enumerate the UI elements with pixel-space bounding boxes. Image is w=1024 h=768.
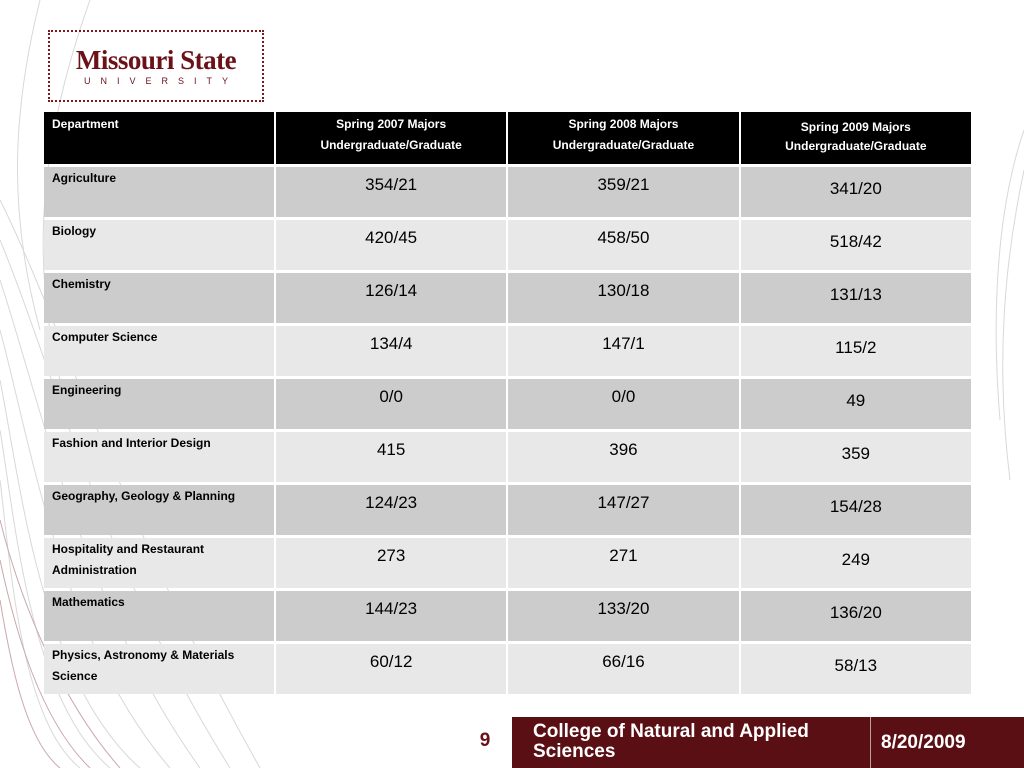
spring-2007-cell: 126/14 [276, 273, 506, 323]
spring-2009-cell: 58/13 [741, 644, 971, 694]
spring-2008-cell: 271 [508, 538, 738, 588]
table-header-row [44, 112, 971, 164]
header-spring-2009 [741, 112, 971, 164]
spring-2008-cell: 458/50 [508, 220, 738, 270]
spring-2007-cell: 354/21 [276, 167, 506, 217]
header-spring-2009-line1: Spring 2009 Majors [800, 120, 911, 134]
department-cell: Agriculture [44, 167, 274, 217]
spring-2008-cell: 359/21 [508, 167, 738, 217]
spring-2007-cell: 0/0 [276, 379, 506, 429]
header-spring-2009-line2: Undergraduate/Graduate [785, 139, 927, 153]
header-spring-2007 [276, 112, 506, 164]
table-row [44, 538, 971, 588]
table-row [44, 644, 971, 694]
table-row [44, 273, 971, 323]
department-cell: Physics, Astronomy & Materials Science [44, 644, 274, 694]
department-cell: Hospitality and Restaurant Administration [44, 538, 274, 588]
department-cell: Geography, Geology & Planning [44, 485, 274, 535]
logo-wordmark: Missouri State [75, 45, 237, 75]
spring-2009-cell: 518/42 [741, 220, 971, 270]
spring-2007-cell: 273 [276, 538, 506, 588]
footer-title: College of Natural and Applied Sciences [533, 721, 809, 762]
table-row [44, 220, 971, 270]
header-spring-2008-line2: Undergraduate/Graduate [552, 138, 695, 152]
table-row [44, 432, 971, 482]
spring-2009-cell: 115/2 [741, 326, 971, 376]
header-spring-2007-line1: Spring 2007 Majors [336, 117, 447, 131]
spring-2008-cell: 133/20 [508, 591, 738, 641]
spring-2007-cell: 134/4 [276, 326, 506, 376]
spring-2008-cell: 66/16 [508, 644, 738, 694]
table-row [44, 326, 971, 376]
department-cell: Biology [44, 220, 274, 270]
table-row [44, 485, 971, 535]
logo-subtitle: UNIVERSITY [83, 76, 238, 86]
department-cell: Computer Science [44, 326, 274, 376]
footer-date: 8/20/2009 [881, 731, 966, 753]
spring-2008-cell: 396 [508, 432, 738, 482]
spring-2009-cell: 136/20 [741, 591, 971, 641]
spring-2008-cell: 130/18 [508, 273, 738, 323]
department-cell: Chemistry [44, 273, 274, 323]
table-row [44, 591, 971, 641]
slide-number: 9 [479, 730, 491, 751]
spring-2008-cell: 147/27 [508, 485, 738, 535]
spring-2009-cell: 49 [741, 379, 971, 429]
table-row [44, 167, 971, 217]
spring-2009-cell: 341/20 [741, 167, 971, 217]
majors-table [42, 109, 973, 697]
spring-2007-cell: 420/45 [276, 220, 506, 270]
missouri-state-logo [48, 30, 264, 102]
footer-divider [870, 717, 871, 768]
department-cell: Engineering [44, 379, 274, 429]
spring-2009-cell: 154/28 [741, 485, 971, 535]
spring-2007-cell: 415 [276, 432, 506, 482]
header-spring-2008 [508, 112, 738, 164]
header-spring-2007-line2: Undergraduate/Graduate [320, 138, 462, 152]
spring-2007-cell: 60/12 [276, 644, 506, 694]
header-department: Department [44, 112, 274, 164]
footer-bar [512, 717, 1024, 768]
department-cell: Mathematics [44, 591, 274, 641]
spring-2009-cell: 249 [741, 538, 971, 588]
table-row [44, 379, 971, 429]
department-cell: Fashion and Interior Design [44, 432, 274, 482]
header-spring-2008-line1: Spring 2008 Majors [568, 117, 679, 131]
spring-2008-cell: 0/0 [508, 379, 738, 429]
spring-2008-cell: 147/1 [508, 326, 738, 376]
spring-2007-cell: 124/23 [276, 485, 506, 535]
spring-2007-cell: 144/23 [276, 591, 506, 641]
spring-2009-cell: 359 [741, 432, 971, 482]
spring-2009-cell: 131/13 [741, 273, 971, 323]
